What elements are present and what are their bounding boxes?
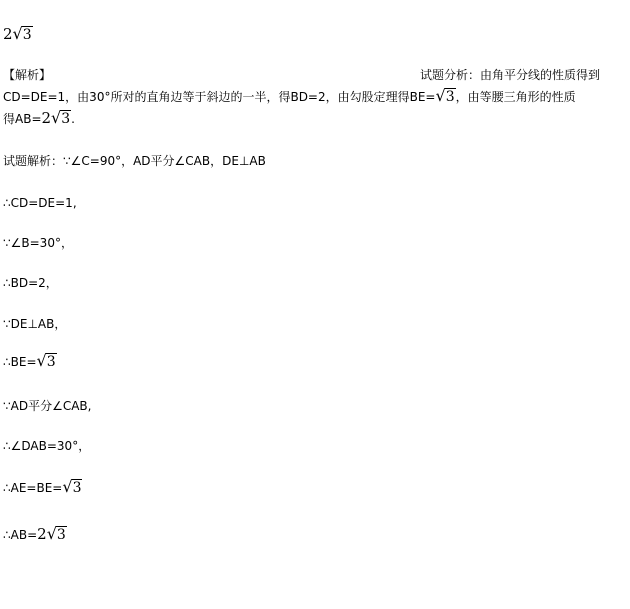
solution-step-text: ∴AB= xyxy=(3,528,38,542)
sqrt-symbol: √3 xyxy=(36,351,56,370)
solution-step xyxy=(3,477,82,498)
analysis-line-2-radicand: 3 xyxy=(445,89,455,105)
solution-step: ∵∠B=30°， xyxy=(3,236,73,250)
solution-step-text: ∴BE= xyxy=(3,355,37,369)
solution-step-radicand: 3 xyxy=(72,480,82,496)
solution-step: ∴CD=DE=1, xyxy=(3,196,77,210)
sqrt-symbol: √3 xyxy=(435,86,455,105)
analysis-line-3 xyxy=(3,108,75,129)
analysis-line-3-coefficient: 2 xyxy=(41,109,52,127)
solution-step: ∵AD平分∠CAB, xyxy=(3,399,92,413)
solution-step: ∴∠DAB=30°， xyxy=(3,439,91,453)
solution-intro: 试题解析：∵∠C=90°，AD平分∠CAB，DE⊥AB xyxy=(3,154,266,168)
answer-value xyxy=(3,24,33,45)
solution-step: ∴BD=2， xyxy=(3,276,58,290)
solution-step-coefficient: 2 xyxy=(37,525,47,543)
analysis-line-3-radicand: 3 xyxy=(61,111,71,127)
analysis-line-2-text: CD=DE=1，由30°所对的直角边等于斜边的一半，得BD=2，由勾股定理得BE= xyxy=(3,90,436,104)
solution-step-radicand: 3 xyxy=(56,527,66,543)
analysis-line-3-text: 得AB= xyxy=(3,112,42,126)
sqrt-symbol: √3 xyxy=(62,477,82,496)
analysis-line-2 xyxy=(3,86,576,107)
analysis-lead: 试题分析：由角平分线的性质得到 xyxy=(420,68,601,82)
analysis-line-3-tail: . xyxy=(71,112,75,126)
solution-step xyxy=(3,524,67,545)
solution-step-radicand: 3 xyxy=(46,354,56,370)
sqrt-symbol: √3 xyxy=(12,24,32,43)
solution-step-text: ∴AE=BE= xyxy=(3,481,63,495)
solution-step: ∵DE⊥AB， xyxy=(3,317,67,331)
sqrt-symbol: √3 xyxy=(46,524,66,543)
analysis-tag: 【解析】 xyxy=(3,68,52,82)
answer-coefficient: 2 xyxy=(3,25,13,43)
analysis-line-2-tail: ，由等腰三角形的性质 xyxy=(455,90,576,104)
sqrt-symbol: √3 xyxy=(51,108,71,127)
answer-radicand: 3 xyxy=(22,27,32,43)
solution-step xyxy=(3,351,57,372)
